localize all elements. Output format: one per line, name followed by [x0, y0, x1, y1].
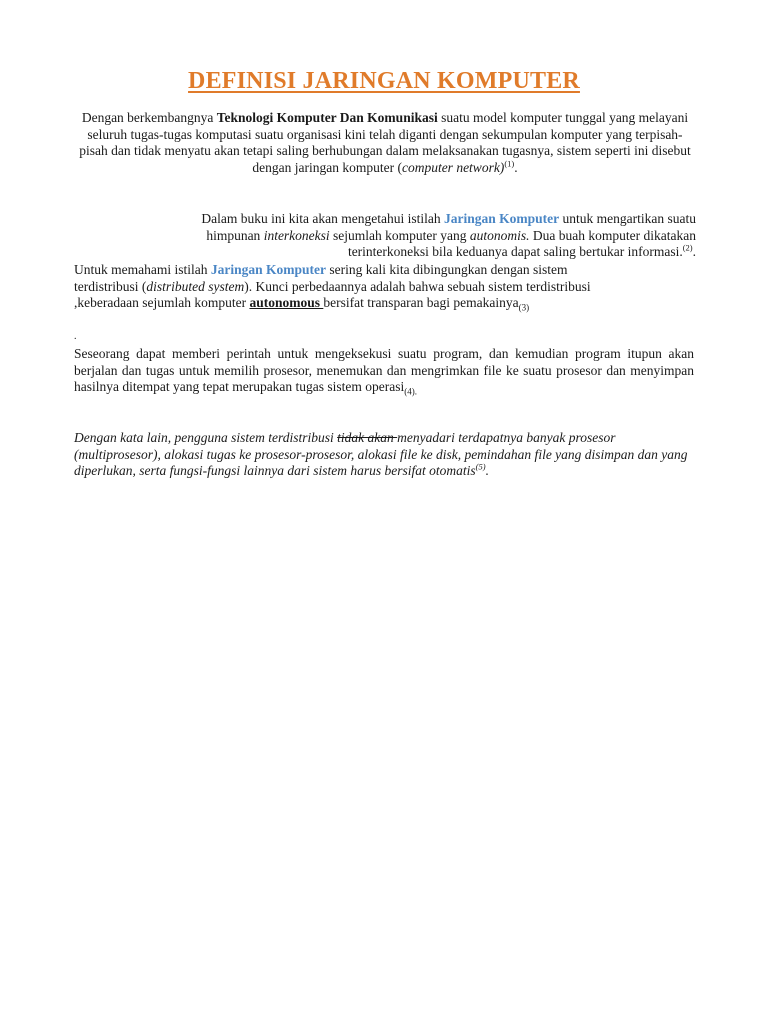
strikethrough-text: tidak akan — [337, 430, 398, 445]
distributed-text-1: Untuk memahami istilah — [74, 262, 211, 277]
bold-underline-term: autonomous — [249, 295, 324, 311]
highlight-term: Jaringan Komputer — [444, 211, 560, 226]
intro-text-2: suatu model komputer tunggal yang melayani seluruh tugas-tugas komputasi suatu organisasi kini telah diganti dengan sekumpulan komputer yang terpisah-pisah dan tidak menyatu akan tetapi saling berhubungan dalam melaksanakan tugasnya, sistem seperti ini disebut dengan jaringan komputer ( — [79, 110, 691, 175]
definition-text: Dua buah komputer dikatakan — [529, 227, 696, 243]
paragraph-definition — [74, 211, 696, 261]
definition-line-2 — [74, 228, 696, 245]
intro-italic-term: computer network) — [401, 159, 505, 175]
footnote-ref-3: (3) — [518, 302, 530, 313]
definition-text: . — [692, 244, 696, 260]
paragraph-operation — [74, 346, 694, 396]
italic-term: interkoneksi — [263, 227, 330, 243]
distributed-text-2: sering kali kita dibingungkan dengan sistem terdistribusi ( — [74, 262, 568, 294]
intro-text-1: Dengan berkembangnya — [81, 110, 217, 125]
italic-term: distributed system — [146, 278, 245, 294]
definition-text: untuk mengartikan suatu — [559, 211, 696, 226]
footnote-ref-1: (1) — [504, 158, 515, 169]
paragraph-intro — [74, 110, 696, 176]
page-title: DEFINISI JARINGAN KOMPUTER — [188, 68, 580, 94]
transparency-text-3: . — [485, 463, 489, 479]
footnote-ref-2: (2) — [682, 242, 693, 253]
definition-text: terinterkoneksi bila keduanya dapat saling bertukar informasi. — [347, 244, 683, 260]
transparency-text-1: Dengan kata lain, pengguna sistem terdistribusi — [74, 430, 338, 445]
definition-line-3 — [74, 244, 696, 261]
footnote-ref-5: (5) — [475, 461, 486, 472]
footnote-ref-4: (4). — [404, 386, 418, 397]
stray-period: . — [74, 331, 77, 342]
distributed-text-3: ). Kunci perbedaannya adalah bahwa sebuah sistem terdistribusi ,keberadaan sejumlah komputer — [74, 278, 591, 311]
definition-line-1 — [74, 211, 696, 228]
highlight-term: Jaringan Komputer — [210, 262, 326, 277]
definition-text: sejumlah komputer yang — [329, 227, 470, 243]
paragraph-distributed — [74, 262, 594, 312]
definition-text: himpunan — [206, 227, 264, 243]
intro-text-3: . — [514, 159, 518, 175]
operation-text: Seseorang dapat memberi perintah untuk mengeksekusi suatu program, dan kemudian program itupun akan berjalan dan tugas untuk memilih prosesor, menemukan dan mengrimkan file ke suatu prosesor dan menyimpan hasilnya ditempat yang tepat merupakan tugas sistem operasi — [74, 346, 694, 395]
paragraph-transparency — [74, 430, 694, 480]
italic-term: autonomis. — [469, 227, 530, 243]
distributed-text-4: bersifat transparan bagi pemakainya — [323, 295, 519, 311]
transparency-text-2: menyadari terdapatnya banyak prosesor (multiprosesor), alokasi tugas ke prosesor-prosesor, alokasi file ke disk, pemindahan file yang disimpan dan yang diperlukan, serta fungsi-fungsi lainnya dari sistem harus bersifat otomatis — [74, 430, 688, 479]
intro-bold-term: Teknologi Komputer Dan Komunikasi — [216, 110, 438, 125]
definition-text: Dalam buku ini kita akan mengetahui istilah — [201, 211, 444, 226]
